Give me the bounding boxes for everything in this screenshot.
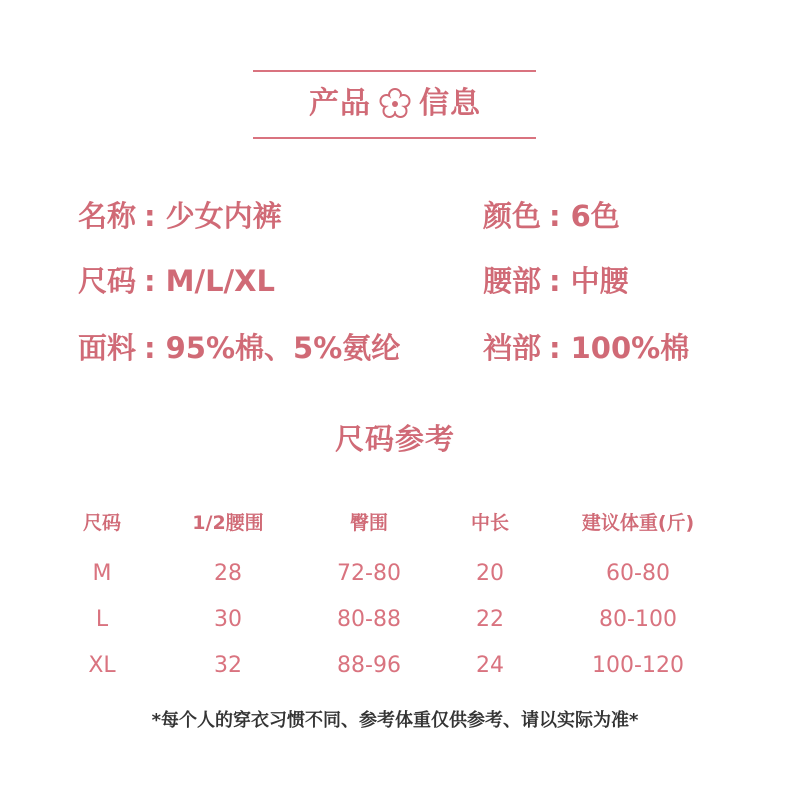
table-cell: 72-80 [337, 561, 401, 586]
table-header-row [0, 500, 790, 546]
table-header-cell: 建议体重(斤) [581, 512, 695, 534]
info-name [78, 196, 282, 236]
info-separator: : [549, 199, 561, 233]
info-label: 名称 [78, 199, 137, 233]
info-crotch [483, 328, 689, 368]
table-cell: 80-100 [599, 607, 677, 632]
size-reference-title: 尺码参考 [334, 422, 455, 456]
table-header-cell: 尺码 [82, 512, 122, 534]
table-cell: 32 [214, 653, 242, 678]
table-cell: 80-88 [337, 607, 401, 632]
table-header-cell: 1/2腰围 [192, 512, 264, 534]
size-table [0, 500, 790, 689]
info-fabric [78, 328, 400, 368]
footnote: *每个人的穿衣习惯不同、参考体重仅供参考、请以实际为准* [151, 710, 639, 731]
table-header-cell: 中长 [470, 512, 510, 534]
info-separator: : [144, 199, 156, 233]
table-row [0, 643, 790, 689]
info-value: 中腰 [570, 264, 629, 298]
table-cell: XL [88, 653, 116, 678]
table-cell: 24 [476, 653, 504, 678]
table-row [0, 551, 790, 597]
table-cell: 20 [476, 561, 504, 586]
info-size [78, 261, 275, 301]
info-value: M/L/XL [165, 264, 275, 298]
info-value: 少女内裤 [165, 199, 282, 233]
title-right-text: 信息 [419, 86, 481, 121]
info-label: 尺码 [78, 264, 137, 298]
info-separator: : [144, 331, 156, 365]
table-cell: M [92, 561, 112, 586]
table-cell: L [95, 607, 109, 632]
info-separator: : [144, 264, 156, 298]
table-cell: 30 [214, 607, 242, 632]
page-title [0, 82, 790, 126]
table-row [0, 597, 790, 643]
info-label: 颜色 [483, 199, 542, 233]
info-value: 100%棉 [570, 331, 690, 365]
info-separator: : [549, 331, 561, 365]
table-cell: 60-80 [606, 561, 670, 586]
table-cell: 22 [476, 607, 504, 632]
flower-icon [377, 86, 413, 122]
info-color [483, 196, 620, 236]
info-waist [483, 261, 629, 301]
info-label: 裆部 [483, 331, 542, 365]
info-value: 95%棉、5%氨纶 [165, 331, 401, 365]
info-label: 面料 [78, 331, 137, 365]
table-header-cell: 臀围 [349, 512, 389, 534]
info-label: 腰部 [483, 264, 542, 298]
title-top-rule [253, 70, 536, 72]
table-cell: 88-96 [337, 653, 401, 678]
info-separator: : [549, 264, 561, 298]
table-cell: 100-120 [592, 653, 684, 678]
table-cell: 28 [214, 561, 242, 586]
info-value: 6色 [570, 199, 620, 233]
title-left-text: 产品 [309, 86, 371, 121]
title-bottom-rule [253, 137, 536, 139]
